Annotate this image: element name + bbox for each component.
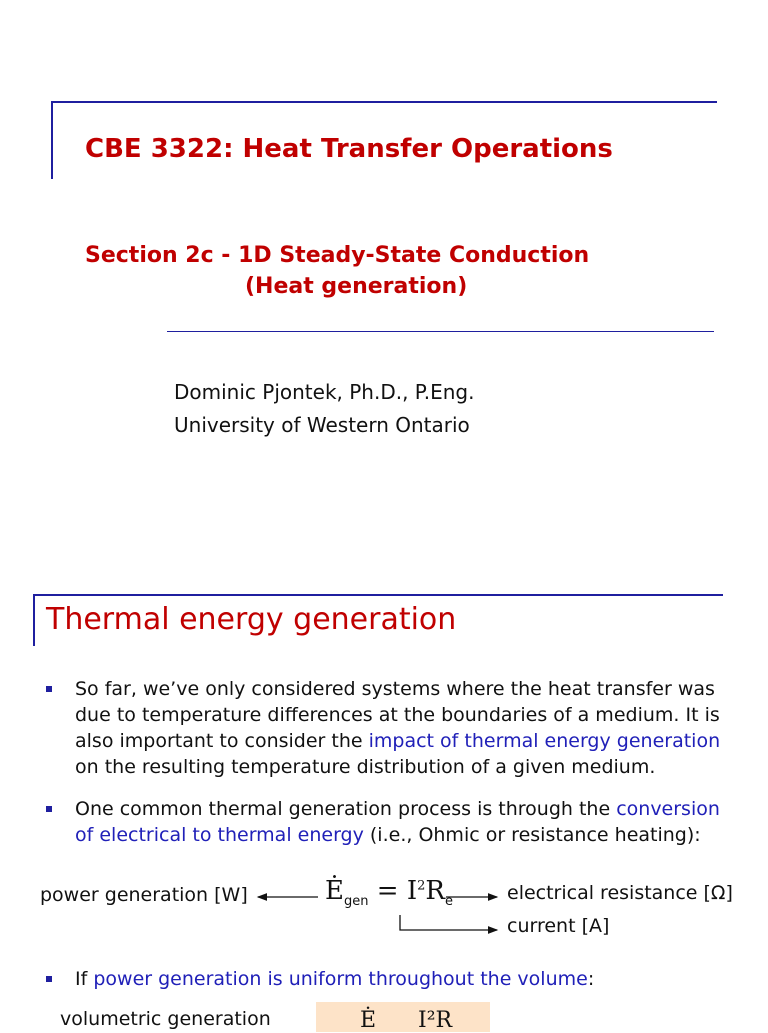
section-title-line1: Section 2c - 1D Steady-State Conduction [85,243,590,268]
ohmic-equation: $Ė_{gen} = I^2R_e$ [325,876,453,910]
highlight-text: power generation is uniform throughout the volume [93,968,588,990]
course-title: CBE 3322: Heat Transfer Operations [85,134,613,164]
power-generation-label: power generation [W] [40,884,248,906]
bullet-square-icon [46,976,52,982]
slide2-title: Thermal energy generation [46,602,457,637]
highlight-text: conversion of electrical to thermal energy [75,798,720,846]
volumetric-generation-label: volumetric generation [60,1008,271,1030]
volumetric-formula: Ė I²R [360,1008,453,1033]
section-title-line2: (Heat generation) [245,274,468,299]
current-label: current [A] [507,915,610,937]
author-affiliation: University of Western Ontario [174,413,470,437]
bullet-text: If power generation is uniform throughout the volume: [75,968,595,990]
arrow-to-current-label [400,915,497,930]
author-name: Dominic Pjontek, Ph.D., P.Eng. [174,380,475,404]
bullet-item [46,966,726,992]
resistance-label: electrical resistance [Ω] [507,882,733,904]
bullet-text: So far, we’ve only considered systems where the heat transfer was due to temperature differences at the boundaries of a medium. It is also important to consider the impact of thermal energy generation on the resulting temperature distribution of a given medium. [75,678,721,778]
bullet-text: One common thermal generation process is through the conversion of electrical to thermal energy (i.e., Ohmic or resistance heating): [75,798,720,846]
highlight-text: impact of thermal energy generation [368,730,721,752]
